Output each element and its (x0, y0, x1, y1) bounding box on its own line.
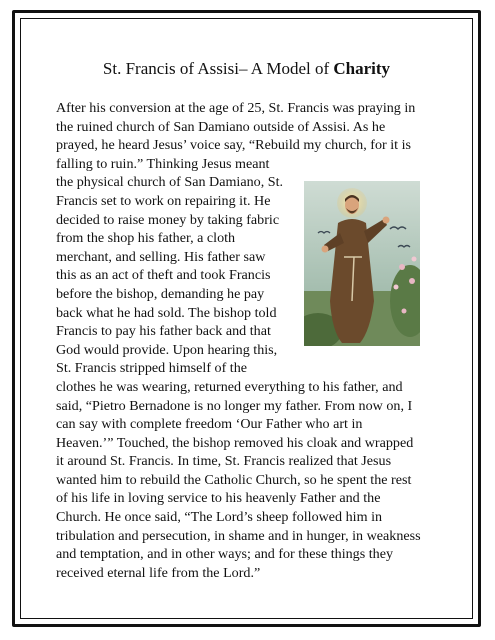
saint-francis-painting (304, 181, 420, 346)
story-line: this as an act of theft and took Francis (56, 267, 271, 284)
story-line: falling to ruin.” Thinking Jesus meant (56, 155, 270, 172)
story-line: tribulation and persecution, in shame and in hunger, in weakness (56, 527, 421, 544)
title-main: St. Francis of Assisi– A Model of (102, 59, 334, 78)
story-line: said, “Pietro Bernadone is no longer my father. From now on, I (56, 397, 413, 414)
story-line: Francis set to work on repairing it. He (56, 192, 271, 209)
story-line: After his conversion at the age of 25, St. Francis was praying in (56, 100, 416, 116)
blossom (394, 285, 399, 290)
story-line: back what he had sold. The bishop told (56, 304, 277, 321)
blossom (399, 264, 405, 270)
painting-illustration (304, 181, 420, 346)
story-line: the physical church of San Damiano, St. (56, 174, 284, 191)
hand (322, 246, 329, 253)
story-line: clothes he was wearing, returned everything to his father, and (56, 378, 403, 395)
story-line: Church. He once said, “The Lord’s sheep followed him in (56, 509, 383, 526)
title-emphasis: Charity (333, 59, 391, 78)
story-line: decided to raise money by taking fabric (56, 211, 280, 228)
story-line: from the shop his father, a cloth (56, 230, 236, 247)
story-line: and temptation, and in other ways; and for these things they (56, 546, 393, 563)
story-line: wanted him to rebuild the Catholic Church, so he spent the rest (56, 471, 412, 488)
story-line: God would provide. Upon hearing this, (56, 341, 278, 358)
story-line: the ruined church of San Damiano outside of Assisi. As he (56, 118, 386, 135)
blossom (409, 278, 415, 284)
story-line: prayed, he heard Jesus’ voice say, “Rebuild my church, for it is (56, 137, 411, 154)
blossom (412, 257, 417, 262)
story-line: merchant, and selling. His father saw (56, 248, 266, 265)
story-line: it around St. Francis. In time, St. Francis realized that Jesus (56, 453, 392, 470)
story-line: Francis to pay his father back and that (56, 323, 271, 340)
story-line: St. Francis stripped himself of the (56, 360, 248, 377)
page-title (20, 58, 473, 80)
blossom (402, 309, 407, 314)
story-line: received eternal life from the Lord.” (56, 564, 261, 581)
story-line: Heaven.’” Touched, the bishop removed his cloak and wrapped (56, 434, 414, 451)
story-line: can say with complete freedom ‘Our Father who art in (56, 416, 363, 433)
story-line: of his life in loving service to his heavenly Father and the (56, 490, 381, 507)
story-line: before the bishop, demanding he pay (56, 285, 265, 302)
hand (383, 217, 390, 224)
